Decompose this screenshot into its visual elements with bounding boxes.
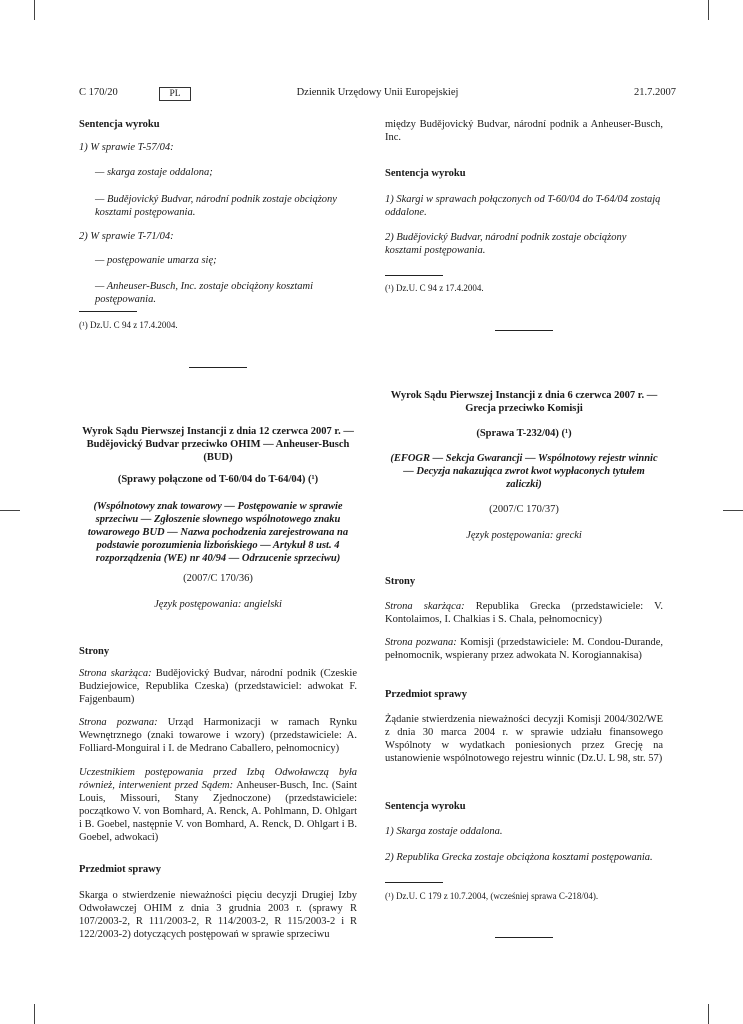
- list-item: 1) W sprawie T-57/04:: [79, 142, 174, 153]
- list-item: — Anheuser-Busch, Inc. zostaje obciążony kosztami postępowania.: [95, 281, 314, 305]
- case-title: Wyrok Sądu Pierwszej Instancji z dnia 12 czerwca 2007 r. — Budějovický Budvar przeciwko OHIM — Anheuser-Busch (BUD): [82, 426, 354, 463]
- section-title: Strony: [79, 646, 110, 657]
- party-label: Strona skarżąca:: [79, 668, 152, 679]
- subject-text: Skarga o stwierdzenie nieważności pięciu decyzji Drugiej Izby Odwoławczej OHIM z dnia 3 grudnia 2003 r. (sprawy R 107/2003-2, R 111/2003-2, R 114/2003-2, R 115/2003-2 i R 122/2003-2) dotyczących postępowań w sprawie sprzeciwu: [79, 890, 357, 940]
- party-text: Anheuser-Busch, Inc. (Saint Louis, Missouri, Stany Zjednoczone) (przedstawiciele: początkowo V. von Bomhard, A. Renck, A. Pohlmann, D. Ohlgart i B. Goebel, następnie V. von Bomhard, A. Renck, D. Ohlgart i B. Goebel, adwokaci): [79, 780, 358, 843]
- right-column: [385, 0, 663, 1024]
- subject-text: Żądanie stwierdzenia nieważności decyzji Komisji 2004/302/WE z dnia 30 marca 2004 r. w sprawie udziału finansowego Wspólnoty w wydatkach poniesionych przez Grecję na ustanowienie wspólnotowego rejestru winnic (Dz.U. L 98, str. 57): [385, 714, 663, 764]
- section-title: Przedmiot sprawy: [79, 864, 161, 875]
- case-number: (Sprawy połączone od T-60/04 do T-64/04) (¹): [117, 474, 319, 485]
- list-item: 2) W sprawie T-71/04:: [79, 231, 174, 242]
- section-title: Sentencja wyroku: [385, 801, 466, 812]
- crop-mark: [34, 1004, 35, 1024]
- list-item: 1) Skarga zostaje oddalona.: [385, 826, 503, 837]
- footnote-rule: [79, 311, 137, 312]
- case-keywords: (EFOGR — Sekcja Gwarancji — Wspólnotowy rejestr winnic — Decyzja nakazująca zwrot kwot wypłaconych tytułem zaliczki): [390, 453, 658, 490]
- case-language: Język postępowania: grecki: [466, 530, 582, 541]
- case-reference: (2007/C 170/37): [489, 504, 559, 515]
- footnote: (¹) Dz.U. C 179 z 10.7.2004, (wcześniej sprawa C-218/04).: [385, 891, 599, 901]
- party-defendant: [79, 716, 357, 755]
- case-reference: (2007/C 170/36): [183, 573, 253, 584]
- footnote-rule: [385, 882, 443, 883]
- party-label: Strona pozwana:: [79, 717, 158, 728]
- section-separator: [495, 937, 553, 938]
- section-separator: [495, 330, 553, 331]
- section-title: Sentencja wyroku: [79, 119, 160, 130]
- left-column: [79, 0, 357, 1024]
- journal-title: Dziennik Urzędowy Unii Europejskiej: [296, 87, 459, 98]
- list-item: 2) Republika Grecka zostaje obciążona kosztami postępowania.: [385, 852, 653, 863]
- case-keywords: (Wspólnotowy znak towarowy — Postępowanie w sprawie sprzeciwu — Zgłoszenie słownego wspólnotowego znaku towarowego BUD — Nazwa pochodzenia zarejestrowana na podstawie porozumienia lizbońskiego — Artykuł 8 ust. 4 rozporządzenia (WE) nr 40/94 — Odrzucenie sprzeciwu): [87, 501, 349, 564]
- party-defendant: [385, 636, 663, 662]
- case-number: (Sprawa T-232/04) (¹): [476, 428, 572, 439]
- section-title: Strony: [385, 576, 416, 587]
- party-text: Komisji (przedstawiciele: M. Condou-Durande, pełnomocnik, wspierany przez adwokata N. Korogiannakisa): [385, 637, 663, 661]
- continued-text: między Budějovický Budvar, národní podnik a Anheuser-Busch, Inc.: [385, 119, 663, 143]
- section-title: Przedmiot sprawy: [385, 689, 467, 700]
- party-text: Urząd Harmonizacji w ramach Rynku Wewnętrznego (znaki towarowe i wzory) (przedstawiciele: A. Folliard-Monguiral i I. de Medrano Caballero, pełnomocnicy): [79, 717, 358, 754]
- crop-mark: [708, 1004, 709, 1024]
- section-separator: [189, 367, 247, 368]
- crop-mark: [723, 510, 743, 511]
- list-item: — skarga zostaje oddalona;: [95, 167, 213, 178]
- language-badge: PL: [159, 87, 191, 101]
- crop-mark: [708, 0, 709, 20]
- footnote-rule: [385, 275, 443, 276]
- party-label: Uczestnikiem postępowania przed Izbą Odwoławczą była również, interwenient przed Sądem:: [79, 767, 357, 791]
- list-item: — postępowanie umarza się;: [95, 255, 217, 266]
- crop-mark: [0, 510, 20, 511]
- footnote: (¹) Dz.U. C 94 z 17.4.2004.: [385, 283, 484, 293]
- party-label: Strona pozwana:: [385, 637, 457, 648]
- crop-mark: [34, 0, 35, 20]
- party-applicant: [79, 667, 357, 706]
- list-item: 2) Budějovický Budvar, národní podnik zostaje obciążony kosztami postępowania.: [385, 232, 627, 256]
- party-text: Budějovický Budvar, národní podnik (Czeskie Budziejowice, Republika Czeska) (przedstawiciel: adwokat F. Fajgenbaum): [79, 668, 357, 705]
- publication-date: 21.7.2007: [634, 87, 676, 98]
- list-item: 1) Skargi w sprawach połączonych od T-60/04 do T-64/04 zostają oddalone.: [385, 194, 661, 218]
- party-applicant: [385, 600, 663, 626]
- party-label: Strona skarżąca:: [385, 601, 465, 612]
- section-title: Sentencja wyroku: [385, 168, 466, 179]
- page-reference: C 170/20: [79, 87, 118, 98]
- footnote: (¹) Dz.U. C 94 z 17.4.2004.: [79, 320, 178, 330]
- party-text: Republika Grecka (przedstawiciele: V. Kontolaimos, I. Chalkias i S. Chala, pełnomocnicy): [385, 601, 663, 625]
- case-title: Wyrok Sądu Pierwszej Instancji z dnia 6 czerwca 2007 r. — Grecja przeciwko Komisji: [390, 390, 658, 414]
- case-language: Język postępowania: angielski: [154, 599, 282, 610]
- party-intervener: [79, 766, 357, 844]
- list-item: — Budějovický Budvar, národní podnik zostaje obciążony kosztami postępowania.: [95, 194, 337, 218]
